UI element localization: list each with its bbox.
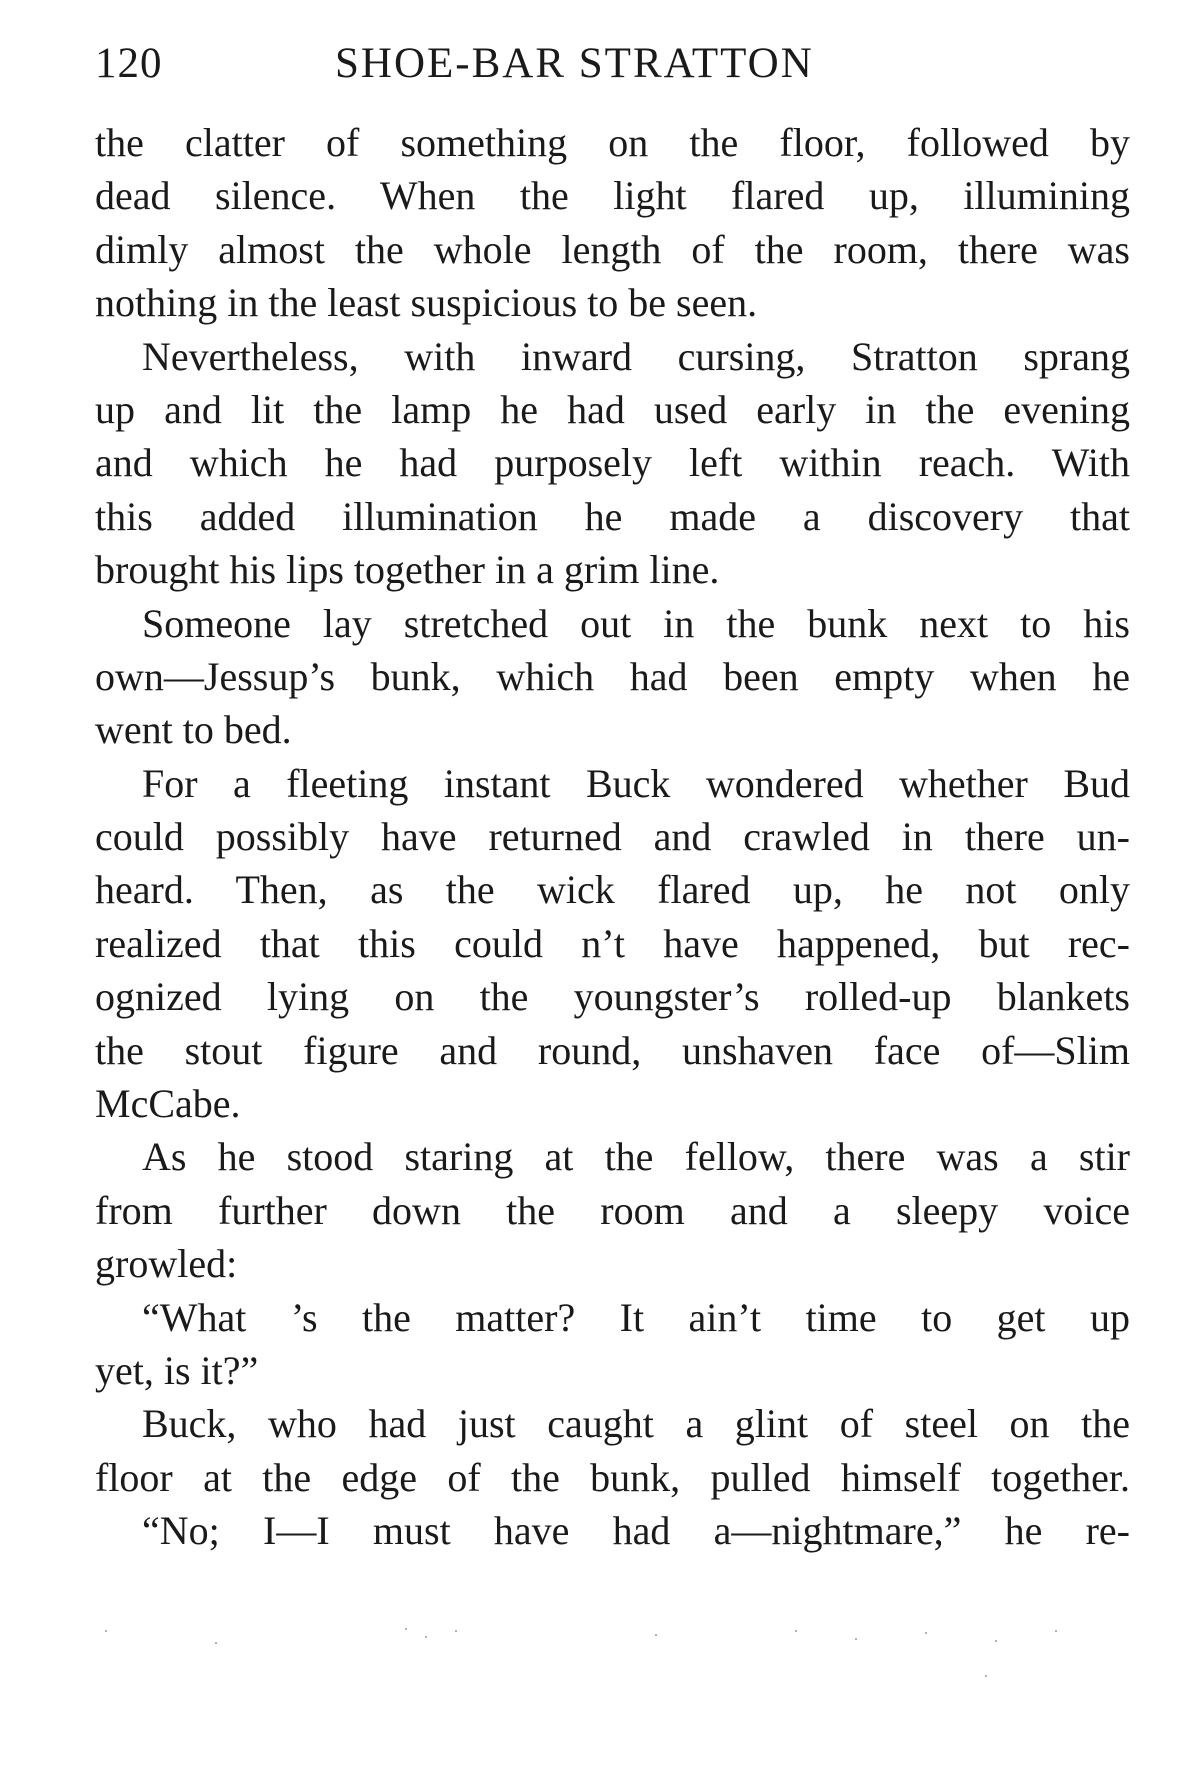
text-line: and which he had purposely left within reach. With [95, 440, 1130, 486]
text-line: from further down the room and a sleepy voice [95, 1187, 1130, 1233]
text-line: dimly almost the whole length of the room, there was [95, 226, 1130, 272]
running-head [95, 34, 1125, 94]
text-line: this added illumination he made a discovery that [95, 493, 1130, 539]
text-line: growled: [95, 1241, 238, 1287]
text-line: Nevertheless, with inward cursing, Stratton sprang [142, 333, 1130, 379]
page-number: 120 [95, 40, 163, 87]
text-line: yet, is it?” [95, 1347, 259, 1393]
text-line: “What ’s the matter? It ain’t time to get up [142, 1294, 1130, 1340]
text-line: heard. Then, as the wick flared up, he not only [95, 867, 1130, 913]
running-title: SHOE-BAR STRATTON [335, 40, 814, 87]
body-text [95, 116, 1130, 1558]
text-line: the stout figure and round, unshaven face of—Slim [95, 1027, 1130, 1073]
text-line: could possibly have returned and crawled in there un- [95, 814, 1130, 860]
text-line: the clatter of something on the floor, followed by [95, 120, 1130, 165]
text-line: realized that this could n’t have happened, but rec- [95, 920, 1130, 966]
text-line: ognized lying on the youngster’s rolled-up blankets [95, 974, 1130, 1020]
text-line: For a fleeting instant Buck wondered whether Bud [142, 760, 1130, 806]
text-line: nothing in the least suspicious to be seen. [95, 280, 758, 326]
text-line: Someone lay stretched out in the bunk next to his [142, 600, 1130, 646]
text-line: up and lit the lamp he had used early in the evening [95, 386, 1130, 432]
text-line: McCabe. [95, 1081, 241, 1127]
text-line: dead silence. When the light flared up, illumining [95, 173, 1130, 219]
text-line: floor at the edge of the bunk, pulled himself together. [95, 1454, 1130, 1500]
text-line: As he stood staring at the fellow, there was a stir [142, 1134, 1130, 1180]
text-line: own—Jessup’s bunk, which had been empty when he [95, 653, 1130, 699]
text-line: “No; I—I must have had a—nightmare,” he re- [142, 1508, 1130, 1554]
text-line: Buck, who had just caught a glint of steel on the [142, 1401, 1130, 1447]
text-line: went to bed. [95, 707, 292, 753]
scan-specks [95, 1600, 1125, 1680]
text-line: brought his lips together in a grim line. [95, 547, 720, 593]
